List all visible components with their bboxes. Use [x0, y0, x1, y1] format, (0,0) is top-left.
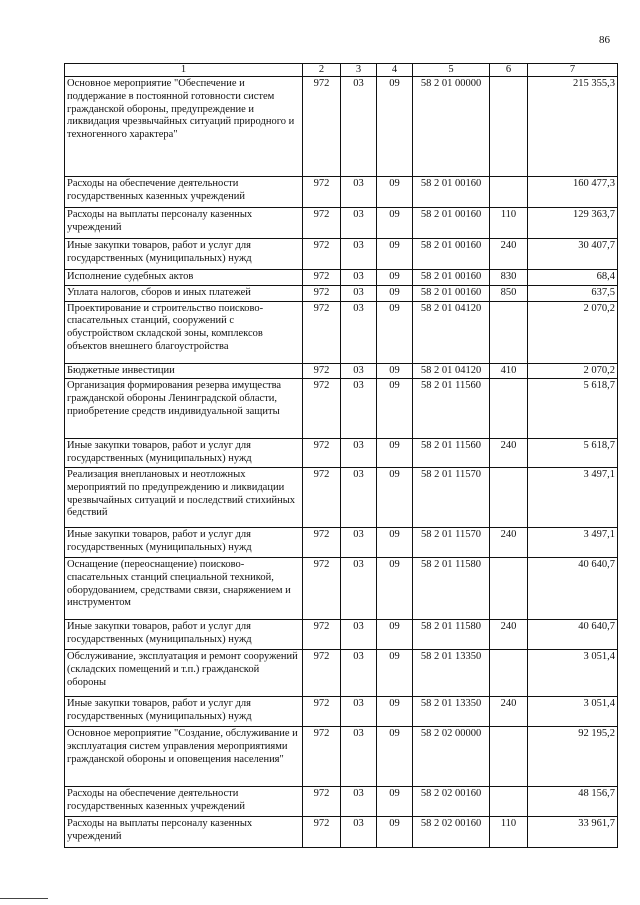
- target-article-code: 58 2 02 00160: [413, 816, 490, 847]
- table-row: [65, 726, 618, 786]
- row-description: Основное мероприятие "Обеспечение и поддержание в постоянной готовности систем гражданской обороны, предупреждение и ликвидация чрезвычайных ситуаций природного и техногенного характера": [65, 77, 303, 177]
- subsection-code: 09: [377, 786, 413, 816]
- expense-type-code: 240: [490, 239, 528, 270]
- amount: 48 156,7: [528, 786, 618, 816]
- column-header: 3: [341, 64, 377, 77]
- header-row: [65, 64, 618, 77]
- column-header: 5: [413, 64, 490, 77]
- row-description: Иные закупки товаров, работ и услуг для государственных (муниципальных) нужд: [65, 696, 303, 726]
- target-article-code: 58 2 01 13350: [413, 696, 490, 726]
- row-description: Иные закупки товаров, работ и услуг для государственных (муниципальных) нужд: [65, 239, 303, 270]
- column-header: 1: [65, 64, 303, 77]
- target-article-code: 58 2 01 11560: [413, 439, 490, 468]
- table-body: [65, 77, 618, 848]
- subsection-code: 09: [377, 619, 413, 649]
- table-row: [65, 177, 618, 208]
- target-article-code: 58 2 02 00000: [413, 726, 490, 786]
- amount: 68,4: [528, 270, 618, 286]
- amount: 5 618,7: [528, 379, 618, 439]
- ministry-code: 972: [303, 379, 341, 439]
- expense-type-code: 850: [490, 285, 528, 301]
- target-article-code: 58 2 01 00160: [413, 285, 490, 301]
- amount: 40 640,7: [528, 557, 618, 619]
- subsection-code: 09: [377, 557, 413, 619]
- row-description: Иные закупки товаров, работ и услуг для государственных (муниципальных) нужд: [65, 619, 303, 649]
- section-code: 03: [341, 696, 377, 726]
- expense-type-code: [490, 301, 528, 363]
- ministry-code: 972: [303, 239, 341, 270]
- expense-type-code: [490, 177, 528, 208]
- section-code: 03: [341, 208, 377, 239]
- subsection-code: 09: [377, 239, 413, 270]
- amount: 3 497,1: [528, 527, 618, 557]
- section-code: 03: [341, 270, 377, 286]
- table-row: [65, 619, 618, 649]
- budget-table: [64, 63, 618, 848]
- section-code: 03: [341, 301, 377, 363]
- amount: 2 070,2: [528, 363, 618, 379]
- section-code: 03: [341, 786, 377, 816]
- table-row: [65, 285, 618, 301]
- subsection-code: 09: [377, 439, 413, 468]
- ministry-code: 972: [303, 696, 341, 726]
- table-row: [65, 527, 618, 557]
- ministry-code: 972: [303, 816, 341, 847]
- table-row: [65, 557, 618, 619]
- amount: 30 407,7: [528, 239, 618, 270]
- subsection-code: 09: [377, 301, 413, 363]
- row-description: Реализация внеплановых и неотложных мероприятий по предупреждению и ликвидации чрезвычайных ситуаций и последствий стихийных бедствий: [65, 467, 303, 527]
- subsection-code: 09: [377, 696, 413, 726]
- section-code: 03: [341, 285, 377, 301]
- section-code: 03: [341, 527, 377, 557]
- amount: 160 477,3: [528, 177, 618, 208]
- expense-type-code: 830: [490, 270, 528, 286]
- page-number: 86: [599, 34, 610, 46]
- subsection-code: 09: [377, 208, 413, 239]
- subsection-code: 09: [377, 177, 413, 208]
- ministry-code: 972: [303, 649, 341, 696]
- table-row: [65, 239, 618, 270]
- section-code: 03: [341, 177, 377, 208]
- table-row: [65, 649, 618, 696]
- amount: 3 051,4: [528, 649, 618, 696]
- row-description: Обслуживание, эксплуатация и ремонт сооружений (складских помещений и т.п.) гражданской обороны: [65, 649, 303, 696]
- table-row: [65, 363, 618, 379]
- ministry-code: 972: [303, 467, 341, 527]
- row-description: Расходы на выплаты персоналу казенных учреждений: [65, 208, 303, 239]
- row-description: Иные закупки товаров, работ и услуг для государственных (муниципальных) нужд: [65, 439, 303, 468]
- ministry-code: 972: [303, 439, 341, 468]
- footer-rule: [0, 898, 48, 899]
- row-description: Исполнение судебных актов: [65, 270, 303, 286]
- row-description: Бюджетные инвестиции: [65, 363, 303, 379]
- expense-type-code: [490, 379, 528, 439]
- section-code: 03: [341, 77, 377, 177]
- column-header: 7: [528, 64, 618, 77]
- expense-type-code: 110: [490, 208, 528, 239]
- amount: 92 195,2: [528, 726, 618, 786]
- expense-type-code: [490, 77, 528, 177]
- section-code: 03: [341, 467, 377, 527]
- ministry-code: 972: [303, 726, 341, 786]
- amount: 3 051,4: [528, 696, 618, 726]
- expense-type-code: 110: [490, 816, 528, 847]
- amount: 129 363,7: [528, 208, 618, 239]
- expense-type-code: [490, 786, 528, 816]
- target-article-code: 58 2 01 04120: [413, 363, 490, 379]
- expense-type-code: [490, 557, 528, 619]
- target-article-code: 58 2 01 00160: [413, 239, 490, 270]
- ministry-code: 972: [303, 301, 341, 363]
- target-article-code: 58 2 01 00000: [413, 77, 490, 177]
- ministry-code: 972: [303, 208, 341, 239]
- table-row: [65, 467, 618, 527]
- subsection-code: 09: [377, 816, 413, 847]
- subsection-code: 09: [377, 363, 413, 379]
- table-row: [65, 696, 618, 726]
- target-article-code: 58 2 02 00160: [413, 786, 490, 816]
- table-row: [65, 439, 618, 468]
- target-article-code: 58 2 01 13350: [413, 649, 490, 696]
- ministry-code: 972: [303, 619, 341, 649]
- section-code: 03: [341, 557, 377, 619]
- row-description: Расходы на выплаты персоналу казенных учреждений: [65, 816, 303, 847]
- table-row: [65, 379, 618, 439]
- amount: 2 070,2: [528, 301, 618, 363]
- row-description: Основное мероприятие "Создание, обслуживание и эксплуатация систем управления мероприятиями гражданской обороны и оповещения населения": [65, 726, 303, 786]
- amount: 3 497,1: [528, 467, 618, 527]
- subsection-code: 09: [377, 649, 413, 696]
- subsection-code: 09: [377, 270, 413, 286]
- section-code: 03: [341, 439, 377, 468]
- ministry-code: 972: [303, 557, 341, 619]
- row-description: Расходы на обеспечение деятельности государственных казенных учреждений: [65, 786, 303, 816]
- column-header: 4: [377, 64, 413, 77]
- target-article-code: 58 2 01 11580: [413, 557, 490, 619]
- ministry-code: 972: [303, 270, 341, 286]
- ministry-code: 972: [303, 363, 341, 379]
- table-row: [65, 77, 618, 177]
- subsection-code: 09: [377, 726, 413, 786]
- row-description: Расходы на обеспечение деятельности государственных казенных учреждений: [65, 177, 303, 208]
- subsection-code: 09: [377, 379, 413, 439]
- table-row: [65, 816, 618, 847]
- table-row: [65, 301, 618, 363]
- amount: 637,5: [528, 285, 618, 301]
- section-code: 03: [341, 379, 377, 439]
- target-article-code: 58 2 01 11570: [413, 527, 490, 557]
- section-code: 03: [341, 363, 377, 379]
- row-description: Уплата налогов, сборов и иных платежей: [65, 285, 303, 301]
- target-article-code: 58 2 01 00160: [413, 177, 490, 208]
- target-article-code: 58 2 01 11560: [413, 379, 490, 439]
- section-code: 03: [341, 816, 377, 847]
- row-description: Оснащение (переоснащение) поисково-спасательных станций специальной техникой, оборудованием, средствами связи, снаряжением и инструментом: [65, 557, 303, 619]
- expense-type-code: [490, 467, 528, 527]
- target-article-code: 58 2 01 04120: [413, 301, 490, 363]
- subsection-code: 09: [377, 285, 413, 301]
- target-article-code: 58 2 01 00160: [413, 270, 490, 286]
- table-row: [65, 270, 618, 286]
- subsection-code: 09: [377, 467, 413, 527]
- section-code: 03: [341, 619, 377, 649]
- expense-type-code: [490, 649, 528, 696]
- target-article-code: 58 2 01 00160: [413, 208, 490, 239]
- expense-type-code: 240: [490, 696, 528, 726]
- subsection-code: 09: [377, 77, 413, 177]
- ministry-code: 972: [303, 527, 341, 557]
- amount: 215 355,3: [528, 77, 618, 177]
- row-description: Иные закупки товаров, работ и услуг для государственных (муниципальных) нужд: [65, 527, 303, 557]
- ministry-code: 972: [303, 786, 341, 816]
- row-description: Проектирование и строительство поисково-спасательных станций, сооружений с обустройством складской зоны, комплексов объектов внешнего благоустройства: [65, 301, 303, 363]
- column-header: 2: [303, 64, 341, 77]
- expense-type-code: 240: [490, 439, 528, 468]
- column-header: 6: [490, 64, 528, 77]
- ministry-code: 972: [303, 177, 341, 208]
- amount: 33 961,7: [528, 816, 618, 847]
- section-code: 03: [341, 649, 377, 696]
- amount: 40 640,7: [528, 619, 618, 649]
- section-code: 03: [341, 726, 377, 786]
- section-code: 03: [341, 239, 377, 270]
- row-description: Организация формирования резерва имущества гражданской обороны Ленинградской области, приобретение средств индивидуальной защиты: [65, 379, 303, 439]
- target-article-code: 58 2 01 11580: [413, 619, 490, 649]
- table-row: [65, 786, 618, 816]
- ministry-code: 972: [303, 77, 341, 177]
- amount: 5 618,7: [528, 439, 618, 468]
- target-article-code: 58 2 01 11570: [413, 467, 490, 527]
- expense-type-code: 240: [490, 619, 528, 649]
- expense-type-code: [490, 726, 528, 786]
- ministry-code: 972: [303, 285, 341, 301]
- expense-type-code: 410: [490, 363, 528, 379]
- table-row: [65, 208, 618, 239]
- subsection-code: 09: [377, 527, 413, 557]
- expense-type-code: 240: [490, 527, 528, 557]
